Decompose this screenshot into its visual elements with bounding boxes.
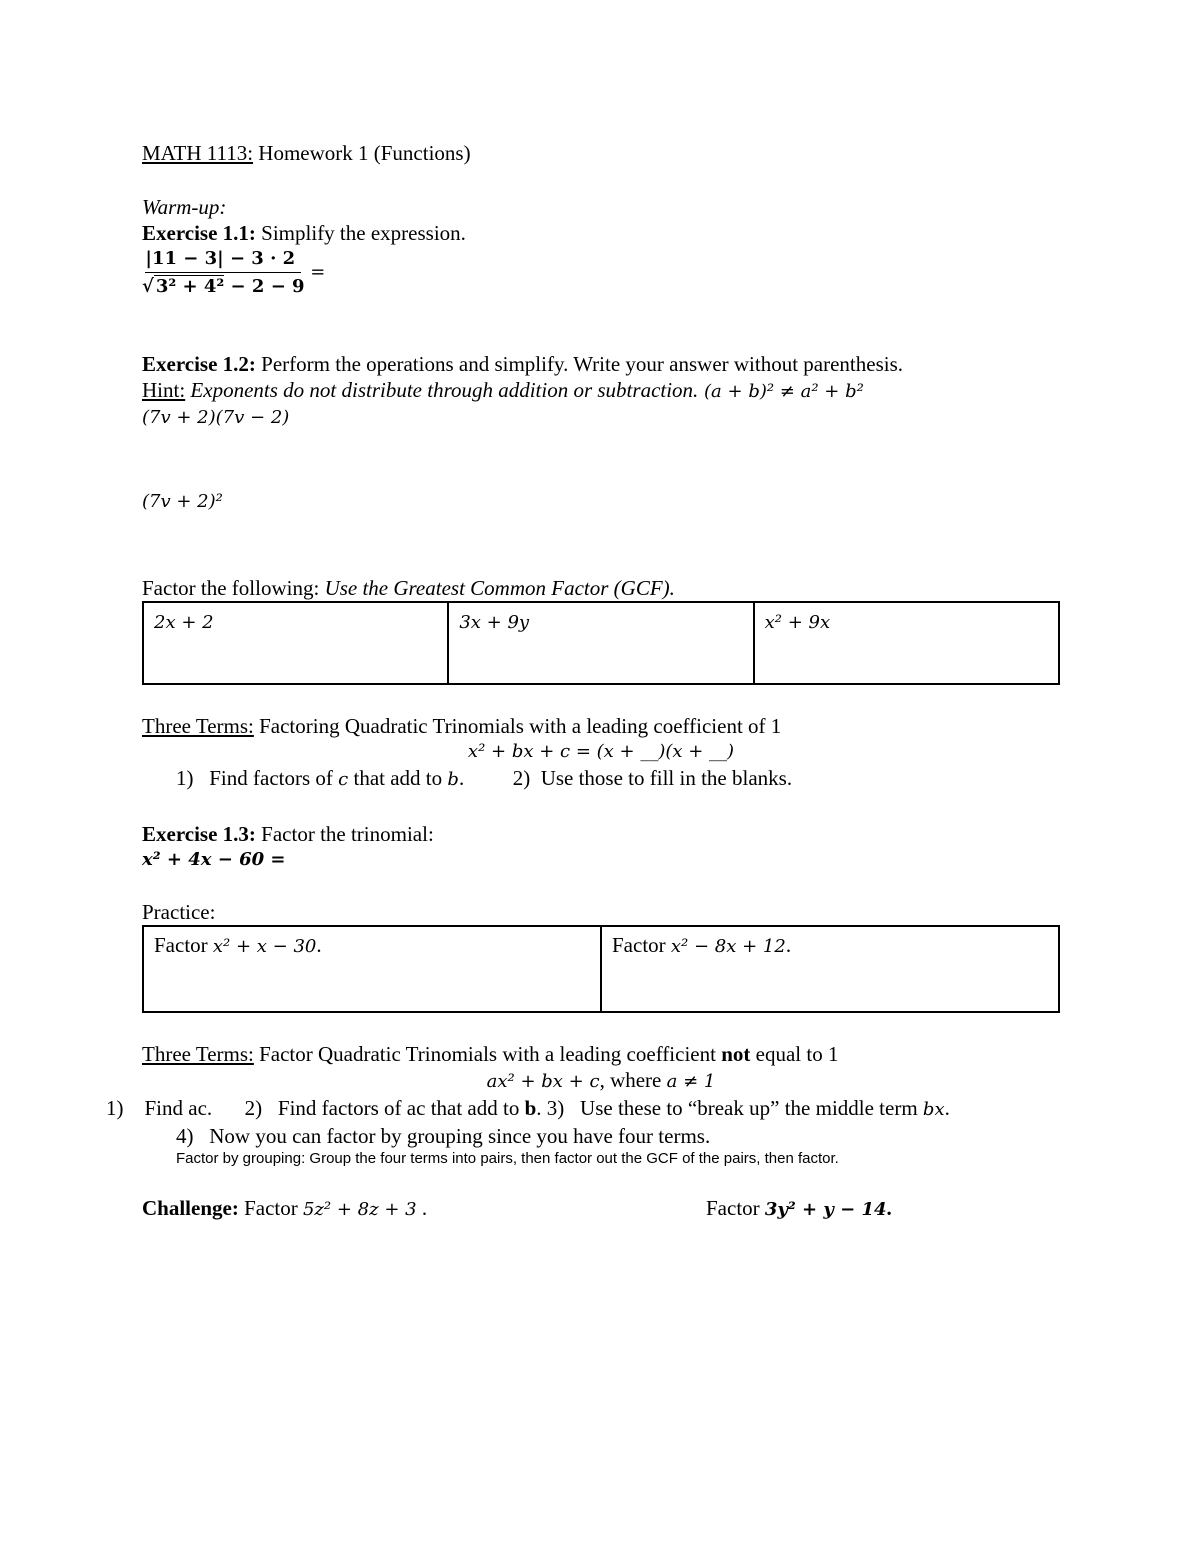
step-1-text-b: that add to — [348, 766, 448, 790]
formula-where: , where — [599, 1068, 667, 1092]
exercise-1-1-label: Exercise 1.1: — [142, 221, 256, 245]
challenge-label: Challenge: — [142, 1196, 239, 1220]
step-3-text: Use these to “break up” the middle term — [580, 1096, 923, 1120]
step-2-text: Find factors of ac that add to — [277, 1096, 525, 1120]
fraction-numerator: |11 − 3| − 3 · 2 — [145, 248, 301, 273]
step-number: 1) — [176, 766, 194, 790]
three-terms-2-step4 — [142, 1123, 1060, 1149]
step-1-text: Find ac. — [144, 1096, 213, 1120]
practice-label: Practice: — [142, 900, 216, 924]
challenge-row — [142, 1195, 1060, 1223]
three-terms-1-steps — [142, 765, 1060, 793]
gcf-expression: 2x + 2 — [154, 612, 214, 633]
three-terms-2-formula — [142, 1067, 1060, 1095]
gcf-cell[interactable] — [143, 602, 448, 684]
exercise-1-2-text: Perform the operations and simplify. Write your answer without parenthesis. — [255, 352, 904, 376]
step-2-text: Use those to fill in the blanks. — [540, 766, 793, 790]
practice-cell[interactable] — [601, 926, 1059, 1012]
sqrt-symbol: √ — [142, 276, 154, 297]
step-number: 4) — [176, 1124, 194, 1148]
challenge-end-2: . — [886, 1196, 892, 1220]
step-3-math: bx — [922, 1099, 945, 1120]
challenge-end-1: . — [416, 1196, 428, 1220]
challenge-prefix-1: Factor — [238, 1196, 303, 1220]
practice-expression: x² − 8x + 12 — [670, 936, 786, 957]
practice-prefix: Factor — [154, 933, 213, 957]
three-terms-not: not — [721, 1042, 751, 1066]
practice-cell[interactable] — [143, 926, 601, 1012]
exercise-1-2-heading — [142, 351, 1060, 377]
step-1-end: . — [458, 766, 465, 790]
step-1-text: Find factors of — [209, 766, 339, 790]
gcf-intro — [142, 575, 1060, 601]
worksheet-header — [142, 140, 1060, 166]
three-terms-1-heading — [142, 713, 1060, 739]
warmup-label: Warm-up: — [142, 195, 227, 219]
exercise-1-3-label: Exercise 1.3: — [142, 822, 256, 846]
gcf-intro-text: Factor the following: — [142, 576, 325, 600]
three-terms-text-b: equal to 1 — [750, 1042, 839, 1066]
exercise-1-2-label: Exercise 1.2: — [142, 352, 256, 376]
step-3-end: . — [944, 1096, 950, 1120]
practice-answer-table — [142, 925, 1060, 1013]
gcf-intro-italic: Use the Greatest Common Factor (GCF). — [324, 576, 675, 600]
three-terms-label: Three Terms: — [142, 714, 254, 738]
exercise-1-3-expression: x² + 4x − 60 = — [142, 849, 286, 870]
three-terms-2-steps-row1 — [106, 1095, 1060, 1123]
gcf-cell[interactable] — [448, 602, 753, 684]
exercise-1-3-heading — [142, 821, 1060, 847]
worksheet-page — [106, 140, 1060, 1223]
equals-sign: = — [304, 261, 326, 283]
step-2-b: b — [524, 1096, 537, 1120]
exercise-1-2-expression-1: (7v + 2)(7v − 2) — [142, 407, 290, 428]
exercise-1-1-fraction — [142, 248, 1060, 297]
step-number: 2) — [512, 766, 531, 790]
challenge-expression-1: 5z² + 8z + 3 — [302, 1199, 417, 1220]
three-terms-label: Three Terms: — [142, 1042, 254, 1066]
exercise-1-3-text: Factor the trinomial: — [255, 822, 434, 846]
step-number: 1) — [106, 1096, 124, 1120]
exercise-1-2-hint — [142, 377, 1060, 405]
practice-end: . — [785, 933, 792, 957]
fraction — [142, 248, 305, 297]
gcf-expression: x² + 9x — [764, 612, 831, 633]
step-number: 3) — [546, 1096, 565, 1120]
gcf-cell[interactable] — [754, 602, 1059, 684]
challenge-item-2 — [706, 1195, 892, 1223]
exercise-1-2-expression-2: (7v + 2)² — [142, 491, 223, 512]
step-number: 2) — [244, 1096, 263, 1120]
formula-condition: a ≠ 1 — [666, 1071, 716, 1092]
step-1-var-b: b — [447, 769, 459, 790]
three-terms-text-a: Factor Quadratic Trinomials with a leading coefficient — [253, 1042, 722, 1066]
three-terms-2-heading — [142, 1041, 1060, 1067]
step-4-text: Now you can factor by grouping since you have four terms. — [209, 1124, 711, 1148]
hint-label: Hint: — [142, 378, 186, 402]
course-code: MATH 1113: — [142, 141, 254, 165]
three-terms-1-formula: x² + bx + c = (x + __)(x + __) — [467, 741, 735, 762]
three-terms-text: Factoring Quadratic Trinomials with a leading coefficient of 1 — [253, 714, 782, 738]
practice-end: . — [316, 933, 322, 957]
step-1-var-c: c — [338, 769, 349, 790]
practice-prefix: Factor — [612, 933, 671, 957]
general-trinomial: ax² + bx + c — [486, 1071, 600, 1092]
sqrt-radicand: 3² + 4² — [155, 276, 225, 297]
challenge-prefix-2: Factor — [706, 1196, 765, 1220]
grouping-note: Factor by grouping: Group the four terms into pairs, then factor out the GCF of the pairs, then factor. — [176, 1150, 839, 1167]
hint-math: (a + b)² ≠ a² + b² — [698, 381, 864, 402]
homework-title: Homework 1 (Functions) — [253, 141, 471, 165]
step-2-end: . — [536, 1096, 542, 1120]
hint-text: Exponents do not distribute through addition or subtraction. — [185, 378, 699, 402]
denominator-rest: − 2 − 9 — [224, 276, 305, 297]
gcf-expression: 3x + 9y — [459, 612, 530, 633]
gcf-answer-table — [142, 601, 1060, 685]
challenge-expression-2: 3y² + y − 14 — [764, 1199, 887, 1220]
exercise-1-1-heading — [142, 220, 1060, 246]
exercise-1-1-text: Simplify the expression. — [255, 221, 466, 245]
practice-expression: x² + x − 30 — [212, 936, 317, 957]
fraction-denominator — [142, 273, 305, 297]
